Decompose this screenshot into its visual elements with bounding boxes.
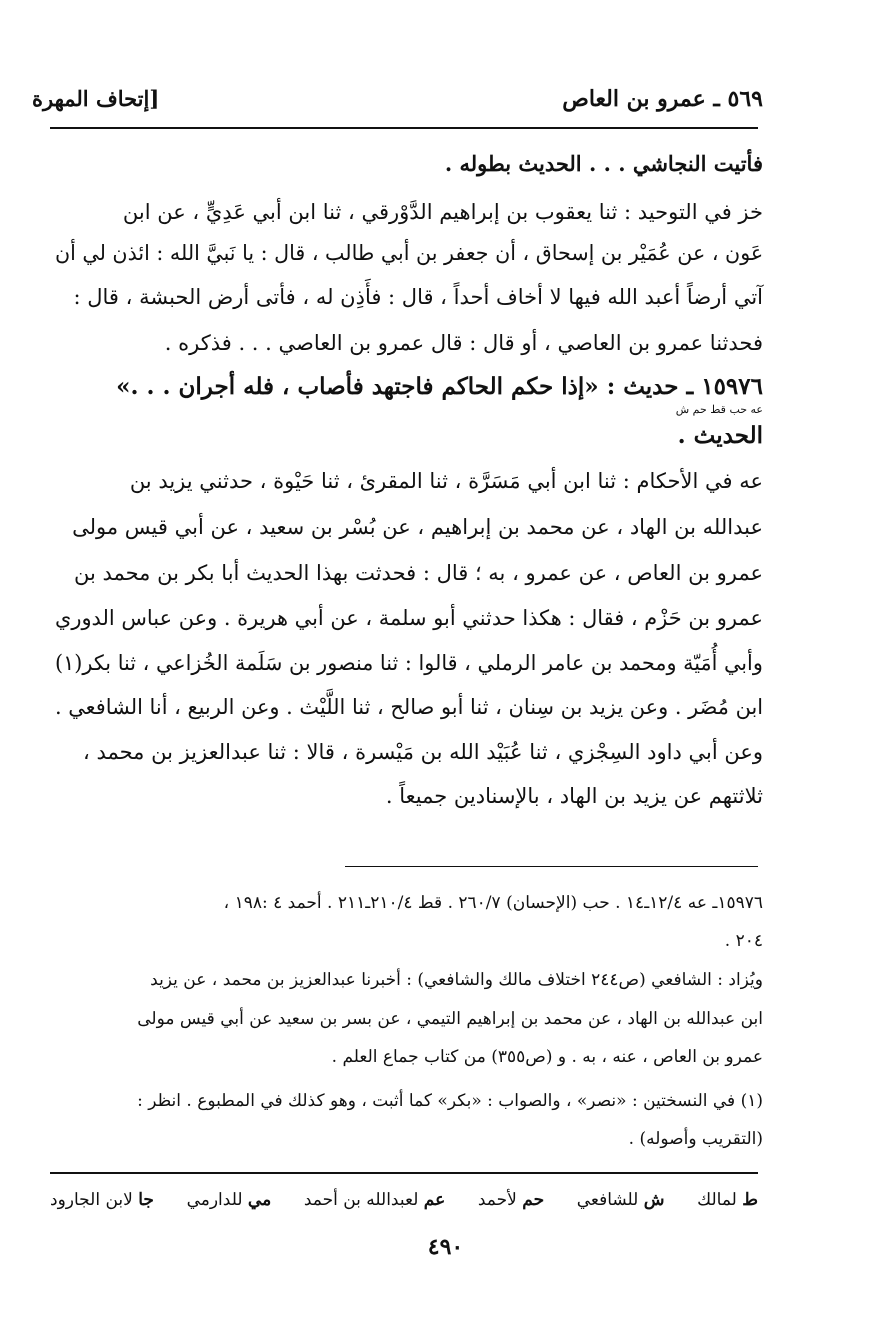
body-line: فأتيت النجاشي . . . الحديث بطوله . xyxy=(444,151,763,176)
footnote-line: ١٥٩٧٦ـ عه ١٢/٤ـ١٤ . حب (الإحسان) ٢٦٠/٧ . قط ٢١٠/٤ـ٢١١ . أحمد ٤ :١٩٨ ، xyxy=(223,893,763,913)
body-line: ابن مُضَر . وعن يزيد بن سِنان ، ثنا أبو صالح ، ثنا اللَّيْث . وعن الربيع ، أنا الشافعي . xyxy=(54,695,763,719)
header-divider xyxy=(50,127,758,129)
footnote-divider xyxy=(345,866,758,867)
abbreviation-item xyxy=(577,1190,665,1210)
abbreviation-item xyxy=(697,1190,758,1210)
abbreviation-item xyxy=(50,1190,154,1210)
footnote-line: (التقريب وأصوله) . xyxy=(628,1129,763,1149)
book-title: [إتحاف المهرة xyxy=(32,86,160,111)
body-line: خز في التوحيد : ثنا يعقوب بن إبراهيم الدَّوْرقي ، ثنا ابن أبي عَدِيٍّ ، عن ابن xyxy=(122,200,763,224)
footnote-line: ابن عبدالله بن الهاد ، عن محمد بن إبراهيم التيمي ، عن بسر بن سعيد عن أبي قيس مولى xyxy=(137,1009,763,1029)
abbreviation-code: مي xyxy=(247,1190,272,1210)
body-line: وعن أبي داود السِجْزي ، ثنا عُبَيْد الله بن مَيْسرة ، قالا : ثنا عبدالعزيز بن محمد ، xyxy=(82,740,763,764)
abbreviations-key xyxy=(50,1185,758,1215)
body-line: آتي أرضاً أعبد الله فيها لا أخاف أحداً ، قال : فأَذِن له ، فأتى أرض الحبشة ، قال : xyxy=(73,285,763,309)
source-sigla: عه حب قط حم ش xyxy=(675,403,763,416)
page-number: ٤٩٠ xyxy=(427,1234,464,1260)
abbreviation-code: ش xyxy=(643,1190,665,1210)
body-line: عبدالله بن الهاد ، عن محمد بن إبراهيم ، عن بُسْر بن سعيد ، عن أبي قيس مولى xyxy=(72,515,763,539)
abbreviation-item xyxy=(304,1190,445,1210)
body-line: عَون ، عن عُمَيْر بن إسحاق ، أن جعفر بن أبي طالب ، قال : يا نَبيَّ الله : ائذن لي أن xyxy=(54,241,763,265)
abbreviation-code: حم xyxy=(522,1190,545,1210)
body-line: عه في الأحكام : ثنا ابن أبي مَسَرَّة ، ثنا المقرئ ، ثنا حَيْوة ، حدثني يزيد بن xyxy=(129,469,763,493)
abbreviation-text: لابن الجارود xyxy=(50,1190,133,1210)
body-line: فحدثنا عمرو بن العاصي ، أو قال : قال عمرو بن العاصي . . . فذكره . xyxy=(164,331,763,355)
abbreviation-text: لأحمد xyxy=(477,1190,517,1210)
body-line: ثلاثتهم عن يزيد بن الهاد ، بالإسنادين جميعاً . xyxy=(385,784,763,808)
body-line: وأبي أُمَيّة ومحمد بن عامر الرملي ، قالوا : ثنا منصور بن سَلَمة الخُزاعي ، ثنا بكر(١) xyxy=(55,651,763,675)
abbreviations-divider xyxy=(50,1172,758,1174)
abbreviation-code: ط xyxy=(742,1190,758,1210)
abbreviation-text: للشافعي xyxy=(576,1190,639,1210)
footnote-line: ويُزاد : الشافعي (ص٢٤٤ اختلاف مالك والشافعي) : أخبرنا عبدالعزيز بن محمد ، عن يزيد xyxy=(150,970,763,990)
abbreviation-code: عم xyxy=(423,1190,446,1210)
abbreviation-code: جا xyxy=(138,1190,154,1210)
abbreviation-text: لمالك xyxy=(697,1190,737,1210)
abbreviation-item xyxy=(478,1190,544,1210)
abbreviation-item xyxy=(187,1190,272,1210)
footnote-line: عمرو بن العاص ، عنه ، به . و (ص٣٥٥) من كتاب جماع العلم . xyxy=(331,1047,763,1067)
body-line: عمرو بن حَزْم ، فقال : هكذا حدثني أبو سلمة ، عن أبي هريرة . وعن عباس الدوري xyxy=(55,606,763,630)
hadith-heading: ١٥٩٧٦ ـ حديث : «إذا حكم الحاكم فاجتهد فأصاب ، فله أجران . . .» xyxy=(116,373,763,400)
abbreviation-text: لعبدالله بن أحمد xyxy=(303,1190,419,1210)
footnote-line: (١) في النسختين : «نصر» ، والصواب : «بكر» كما أثبت ، وهو كذلك في المطبوع . انظر : xyxy=(137,1091,763,1111)
entry-title: ٥٦٩ ـ عمرو بن العاص xyxy=(562,86,763,112)
footnote-line: ٢٠٤ . xyxy=(724,931,763,951)
abbreviation-text: للدارمي xyxy=(186,1190,243,1210)
hadith-heading-cont: الحديث . xyxy=(677,422,763,449)
body-line: عمرو بن العاص ، عن عمرو ، به ؛ قال : فحدثت بهذا الحديث أبا بكر بن محمد بن xyxy=(73,561,763,585)
